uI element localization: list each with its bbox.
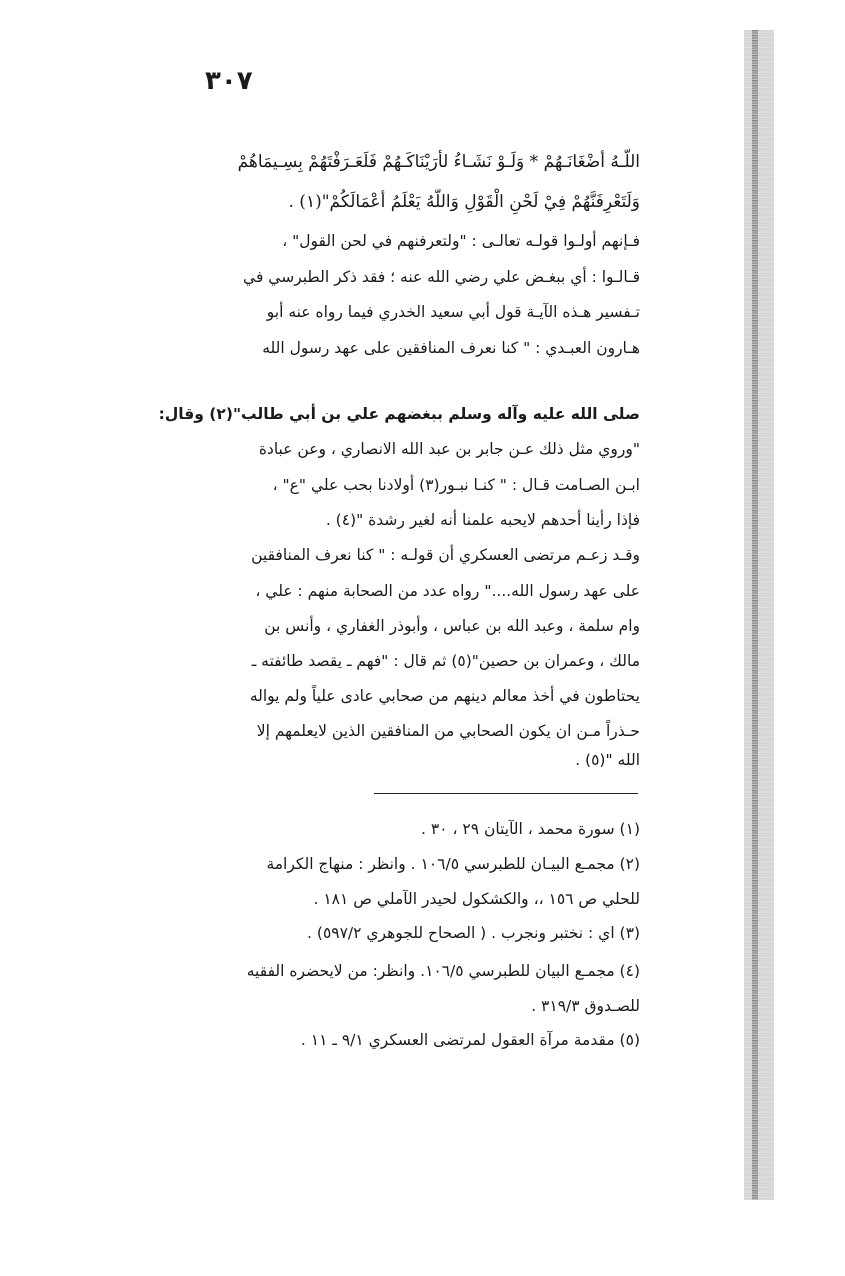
body-line: فـإنهم أولـوا قولـه تعالـى : "ولتعرفنهم في لحن القول" ، bbox=[282, 232, 640, 250]
body-line: وقـد زعـم مرتضى العسكري أن قولـه : " كنا نعرف المنافقين bbox=[251, 546, 640, 564]
quran-verse-line: اللّـهُ أضْغَانَـهُمْ * وَلَـوْ نَشَـاءُ لأرَيْنَاكَـهُمْ فَلَعَـرَفْتَهُمْ بِسِـيمَاهُمْ bbox=[237, 152, 640, 172]
footnote: للصـدوق ٣١٩/٣ . bbox=[531, 997, 640, 1015]
binding-edge-inner bbox=[752, 30, 758, 1200]
body-line: مالك ، وعمران بن حصين"(٥) ثم قال : "فهم ـ يقصد طائفته ـ bbox=[251, 652, 640, 670]
body-line: حـذراً مـن ان يكون الصحابي من المنافقين الذين لايعلمهم إلا bbox=[256, 722, 640, 740]
footnote: (١) سورة محمد ، الآيتان ٢٩ ، ٣٠ . bbox=[421, 820, 640, 838]
body-line: تـفسير هـذه الآيـة قول أبي سعيد الخدري فيما رواه عنه أبو bbox=[266, 303, 640, 321]
quran-verse-line: وَلَتَعْرِفَنَّهُمْ فِيْ لَحْنِ الْقَوْلِ وَاللّهُ يَعْلَمُ أعْمَالَكُمْ"(١) . bbox=[288, 192, 640, 212]
body-line: يحتاطون في أخذ معالم دينهم من صحابي عادى علياً ولم يواله bbox=[249, 687, 640, 705]
footnote: (٣) اي : نختبر ونجرب . ( الصحاح للجوهري ٥٩٧/٢) . bbox=[307, 924, 640, 942]
footnote: للحلي ص ١٥٦ ،، والكشكول لحيدر الآملي ص ١٨١ . bbox=[313, 890, 640, 908]
page-number: ٣٠٧ bbox=[205, 66, 253, 96]
body-line: هـارون العبـدي : " كنا نعرف المنافقين على عهد رسول الله bbox=[262, 339, 640, 357]
body-line: ابـن الصـامت قـال : " كنـا نبـور(٣) أولادنا بحب علي "ع" ، bbox=[272, 476, 640, 494]
footnote: (٢) مجمـع البيـان للطبرسي ١٠٦/٥ . وانظر : منهاج الكرامة bbox=[266, 855, 640, 873]
body-line: صلى الله عليه وآله وسلم ببغضهم علي بن أبي طالب"(٢) وقال: bbox=[158, 405, 640, 423]
footnote: (٤) مجمـع البيان للطبرسي ١٠٦/٥. وانظر: من لايحضره الفقيه bbox=[246, 962, 640, 980]
body-line: الله "(٥) . bbox=[575, 751, 640, 769]
body-line: "وروي مثل ذلك عـن جابر بن عبد الله الانصاري ، وعن عبادة bbox=[258, 440, 640, 458]
body-line: وام سلمة ، وعبد الله بن عباس ، وأبوذر الغفاري ، وأنس بن bbox=[264, 617, 640, 635]
footnote: (٥) مقدمة مرآة العقول لمرتضى العسكري ٩/١ ـ ١١ . bbox=[300, 1031, 640, 1049]
body-line: على عهد رسول الله...." رواه عدد من الصحابة منهم : علي ، bbox=[255, 582, 640, 600]
binding-edge bbox=[744, 30, 774, 1200]
body-line: فإذا رأينا أحدهم لايحبه علمنا أنه لغير رشدة "(٤) . bbox=[325, 511, 640, 529]
footnote-separator bbox=[374, 793, 638, 794]
body-line: قـالـوا : أي ببغـض علي رضي الله عنه ؛ فقد ذكر الطبرسي في bbox=[243, 268, 640, 286]
